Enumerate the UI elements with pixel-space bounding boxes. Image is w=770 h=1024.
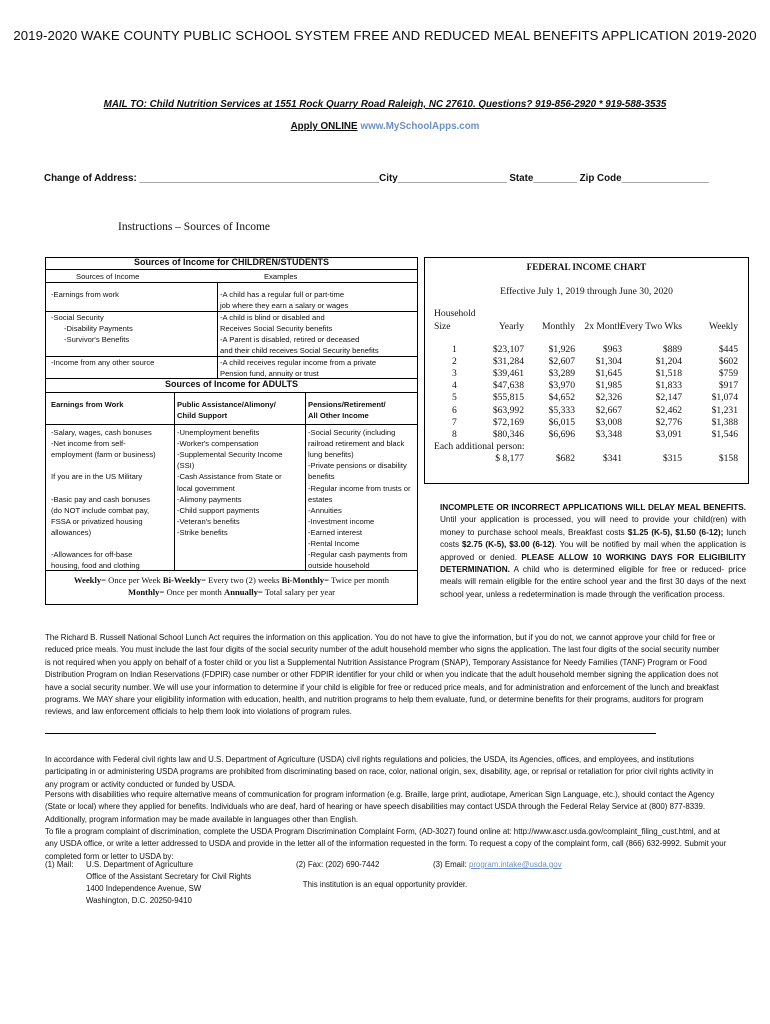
child-example-2a: -A child is blind or disabled and [220,313,325,322]
child-example-3a: -A child receives regular income from a private [220,358,377,367]
income-cell: $39,461 [492,368,524,380]
child-source-2c: -Survivor's Benefits [64,335,130,344]
adult-col2-head-b: Child Support [177,411,228,420]
household-size: 2 [452,356,457,368]
income-chart-effective: Effective July 1, 2019 through June 30, 2020 [500,286,673,297]
fax-line: (2) Fax: (202) 690-7442 [296,860,380,869]
income-cell: $3,348 [595,428,622,440]
child-source-3: -Income from any other source [51,358,155,367]
income-cell: $1,204 [655,356,682,368]
mail-line-3: 1400 Independence Avenue, SW [86,884,202,893]
mail-line-1: U.S. Department of Agriculture [86,860,194,869]
col-examples: Examples [264,272,298,281]
income-cell: $1,518 [655,368,682,380]
income-cell: $3,289 [548,368,575,380]
income-cell: $72,169 [492,416,524,428]
equal-opportunity-footer: This institution is an equal opportunity provider. [302,880,468,889]
list-item: -Worker's compensation [177,439,259,449]
income-cell: $889 [662,344,682,355]
list-item: (SSI) [177,461,195,471]
additional-person-cell: $341 [602,453,622,464]
list-item: If you are in the US Military [51,472,143,482]
frequency-line-2: Monthly= Once per month Annually= Total salary per year [127,587,336,597]
child-example-1a: -A child has a regular full or part-time [220,290,345,299]
child-example-2b: Receives Social Security benefits [220,324,333,333]
income-cell: $6,015 [548,416,575,428]
household-size: 3 [452,368,457,380]
income-cell: $1,388 [711,416,738,428]
list-item: allowances) [51,527,92,537]
income-col-header: Every Two Wks [620,321,682,332]
adult-col3-head-a: Pensions/Retirement/ [308,400,386,409]
list-item: -Supplemental Security Income [177,450,283,460]
list-item: -Salary, wages, cash bonuses [51,428,152,437]
child-example-2d: and their child receives Social Security benefits [220,346,379,355]
list-item: -Cash Assistance from State or [177,472,282,482]
email-link[interactable]: program.intake@usda.gov [468,860,562,869]
list-item: -Veteran's benefits [177,516,240,526]
income-cell: $23,107 [492,344,524,355]
child-example-2c: -A Parent is disabled, retired or deceased [220,335,360,344]
household-size: 4 [452,380,457,392]
child-example-1b: job where they earn a salary or wages [220,301,349,310]
income-col-header: Yearly [498,321,524,332]
list-item: FSSA or privatized housing [51,516,143,526]
list-item: -Earned interest [308,527,363,537]
income-cell: $917 [718,380,738,392]
income-cell: $3,970 [548,380,575,392]
children-heading: Sources of Income for CHILDREN/STUDENTS [133,257,330,267]
income-cell: $63,992 [492,404,524,416]
adults-heading: Sources of Income for ADULTS [164,379,298,389]
incomplete-application-notice: INCOMPLETE OR INCORRECT APPLICATIONS WILL DELAY MEAL BENEFITS. Until your application is processed, you will need to provide your child(ren) with money to purchase school meals, Breakfast costs $1.25 (K-5), $1.50 (6-12); lunch costs $2.75 (K-5), $3.00 (6-12). You will be notified by mail when the application is approved or denied. PLEASE ALLOW 10 WORKING DAYS FOR ELIGIBILITY DETERMINATION. A child who is determined eligible for free or reduced- price meals will remain eligible for the entire school year and the first 30 days of the next school year, unless a redetermination is made through the verification process. [440,503,746,599]
list-item: -Annuities [308,505,342,515]
income-cell: $5,333 [548,404,575,416]
income-cell: $759 [718,368,738,380]
household-size: 8 [452,428,457,440]
income-cell: $2,667 [595,404,622,416]
child-example-3b: Pension fund, annuity or trust [220,369,319,378]
civil-rights-paragraph-2: Persons with disabilities who require alternative means of communication for program information (e.g. Braille, large print, audiotape, American Sign Language, etc.), should contact the Agency (State or local) where they applied for benefits. Individuals who are deaf, hard of hearing or have speech disabilities may contact USDA through the Federal Relay Service at (800) 877-8339. Additionally, program information may be made available in languages other than English. [45,790,715,824]
mail-line-4: Washington, D.C. 20250-9410 [86,896,192,905]
income-cell: $6,696 [548,428,575,440]
list-item: -Rental Income [308,539,360,548]
adult-col1-head: Earnings from Work [51,400,124,409]
list-item: employment (farm or business) [51,450,156,460]
list-item: -Regular income from trusts or [308,483,411,493]
income-cell: $2,326 [595,392,622,404]
list-item: -Regular cash payments from [308,550,408,560]
income-cell: $3,008 [595,416,622,428]
civil-rights-paragraph-1: In accordance with Federal civil rights law and U.S. Department of Agriculture (USDA) civil rights regulations and policies, the USDA, its Agencies, offices, and employees, and institutions participating in or administering USDA programs are prohibited from discriminating based on race, color, national origin, sex, disability, age, or reprisal or retaliation for prior civil rights activity in any program or activity conducted or funded by USDA. [45,755,714,789]
additional-person-label: Each additional person: [434,441,525,452]
income-col-header: 2x Month [584,321,622,332]
household-label: Household [434,308,476,319]
child-source-2b: -Disability Payments [64,324,133,333]
income-cell: $31,284 [492,356,524,368]
list-item: -Child support payments [177,505,260,515]
list-item: -Unemployment benefits [177,428,260,437]
list-item: railroad retirement and black [308,439,405,449]
income-cell: $1,833 [655,380,682,392]
income-cell: $47,638 [492,380,524,392]
additional-person-cell: $ 8,177 [495,453,524,464]
income-cell: $1,985 [595,380,622,392]
size-label: Size [434,321,451,332]
child-source-1: -Earnings from work [51,290,119,299]
list-item: -Net income from self- [51,439,126,449]
frequency-line-1: Weekly= Once per Week Bi-Weekly= Every two (2) weeks Bi-Monthly= Twice per month [73,575,390,585]
page-title: 2019-2020 WAKE COUNTY PUBLIC SCHOOL SYSTEM FREE AND REDUCED MEAL BENEFITS APPLICATION 2019-2020 [13,28,757,43]
income-cell: $1,074 [711,392,738,404]
additional-person-cell: $158 [718,453,738,464]
apply-online-link[interactable]: www.MySchoolApps.com [360,121,480,132]
col-sources: Sources of Income [76,272,140,281]
change-of-address-field[interactable]: Change of Address: ____________________________________________City____________________ State________ Zip Code________________ [44,173,709,184]
additional-person-cell: $315 [662,453,682,464]
adult-col2-head-a: Public Assistance/Alimony/ [177,400,276,409]
income-cell: $4,652 [548,392,575,404]
mail-line-2: Office of the Assistant Secretary for Civil Rights [86,872,252,881]
income-cell: $2,462 [655,404,682,416]
income-cell: $1,645 [595,368,622,380]
household-size: 7 [452,416,457,428]
federal-income-chart [424,257,749,484]
child-source-2a: -Social Security [51,313,104,322]
mail-to-line: MAIL TO: Child Nutrition Services at 1551 Rock Quarry Road Raleigh, NC 27610. Questions? 919-856-2920 * 919-588-3535 [103,99,667,110]
list-item: estates [308,494,333,504]
russell-act-paragraph: The Richard B. Russell National School Lunch Act requires the information on this application. You do not have to give the information, but if you do not, we cannot approve your child for free or reduced price meals. You must include the last four digits of the social security number of the adult household member who signs the application. The last four digits of the social security number is not required when you apply on behalf of a foster child or you list a Supplemental Nutrition Assistance Program (SNAP), Temporary Assistance for Needy Families (TANF) Program or Food Distribution Program on Indian Reservations (FDPIR) case number or other FDPIR identifier for your child or when you indicate that the adult household member signing the application does not have a social security number. We will use your information to determine if your child is eligible for free or reduced price meals, and for administration and enforcement of the lunch and breakfast programs. We MAY share your eligibility information with education, health, and nutrition programs to help them evaluate, fund, or determine benefits for their programs, auditors for program reviews, and law enforcement officials to help them look into violations of program rules. [45,633,720,717]
income-cell: $2,147 [655,392,682,404]
income-cell: $80,346 [492,428,524,440]
list-item: benefits [308,472,335,482]
income-cell: $445 [718,344,738,355]
mail-label: (1) Mail: [45,860,74,869]
list-item: housing, food and clothing [51,561,140,571]
list-item: -Basic pay and cash bonuses [51,494,151,504]
apply-online-line [0,121,770,132]
income-cell: $963 [602,344,622,355]
list-item: lung benefits) [308,450,354,460]
income-cell: $1,231 [711,404,738,416]
instructions-title: Instructions – Sources of Income [118,221,271,233]
income-col-header: Monthly [541,321,575,332]
household-size: 6 [452,404,457,416]
income-cell: $1,304 [595,356,622,368]
income-cell: $2,607 [548,356,575,368]
income-cell: $1,546 [711,428,738,440]
list-item: -Alimony payments [177,494,242,504]
income-cell: $3,091 [655,428,682,440]
list-item: -Allowances for off-base [51,550,133,560]
income-cell: $1,926 [548,344,575,355]
list-item: -Private pensions or disability [308,461,407,471]
income-cell: $2,776 [655,416,682,428]
income-col-header: Weekly [708,321,738,332]
household-size: 5 [452,392,457,404]
civil-rights-paragraph-3: To file a program complaint of discrimination, complete the USDA Program Discrimination Complaint Form, (AD-3027) found online at: http://www.ascr.usda.gov/complaint_filing_cust.html, and at any USDA office, or write a letter addressed to USDA and provide in the letter all of the information requested in the form. To request a copy of the complaint form, call (866) 632-9992. Submit your completed form or letter to USDA by: [45,827,727,861]
list-item: -Social Security (including [308,428,396,437]
apply-online-label: Apply ONLINE [290,121,358,132]
list-item: (do NOT include combat pay, [51,505,150,515]
income-chart-title: FEDERAL INCOME CHART [526,262,647,272]
list-item: -Investment income [308,516,375,526]
list-item: outside household [308,561,370,571]
income-cell: $55,815 [492,392,524,404]
additional-person-cell: $682 [555,453,575,464]
email-line: (3) Email: program.intake@usda.gov [433,860,562,869]
list-item: -Strike benefits [177,527,228,537]
income-cell: $602 [718,356,738,368]
section-divider [45,733,656,734]
household-size: 1 [452,344,457,355]
adult-col3-head-b: All Other Income [308,411,369,420]
list-item: local government [177,483,235,493]
sources-of-income-table [45,257,418,605]
